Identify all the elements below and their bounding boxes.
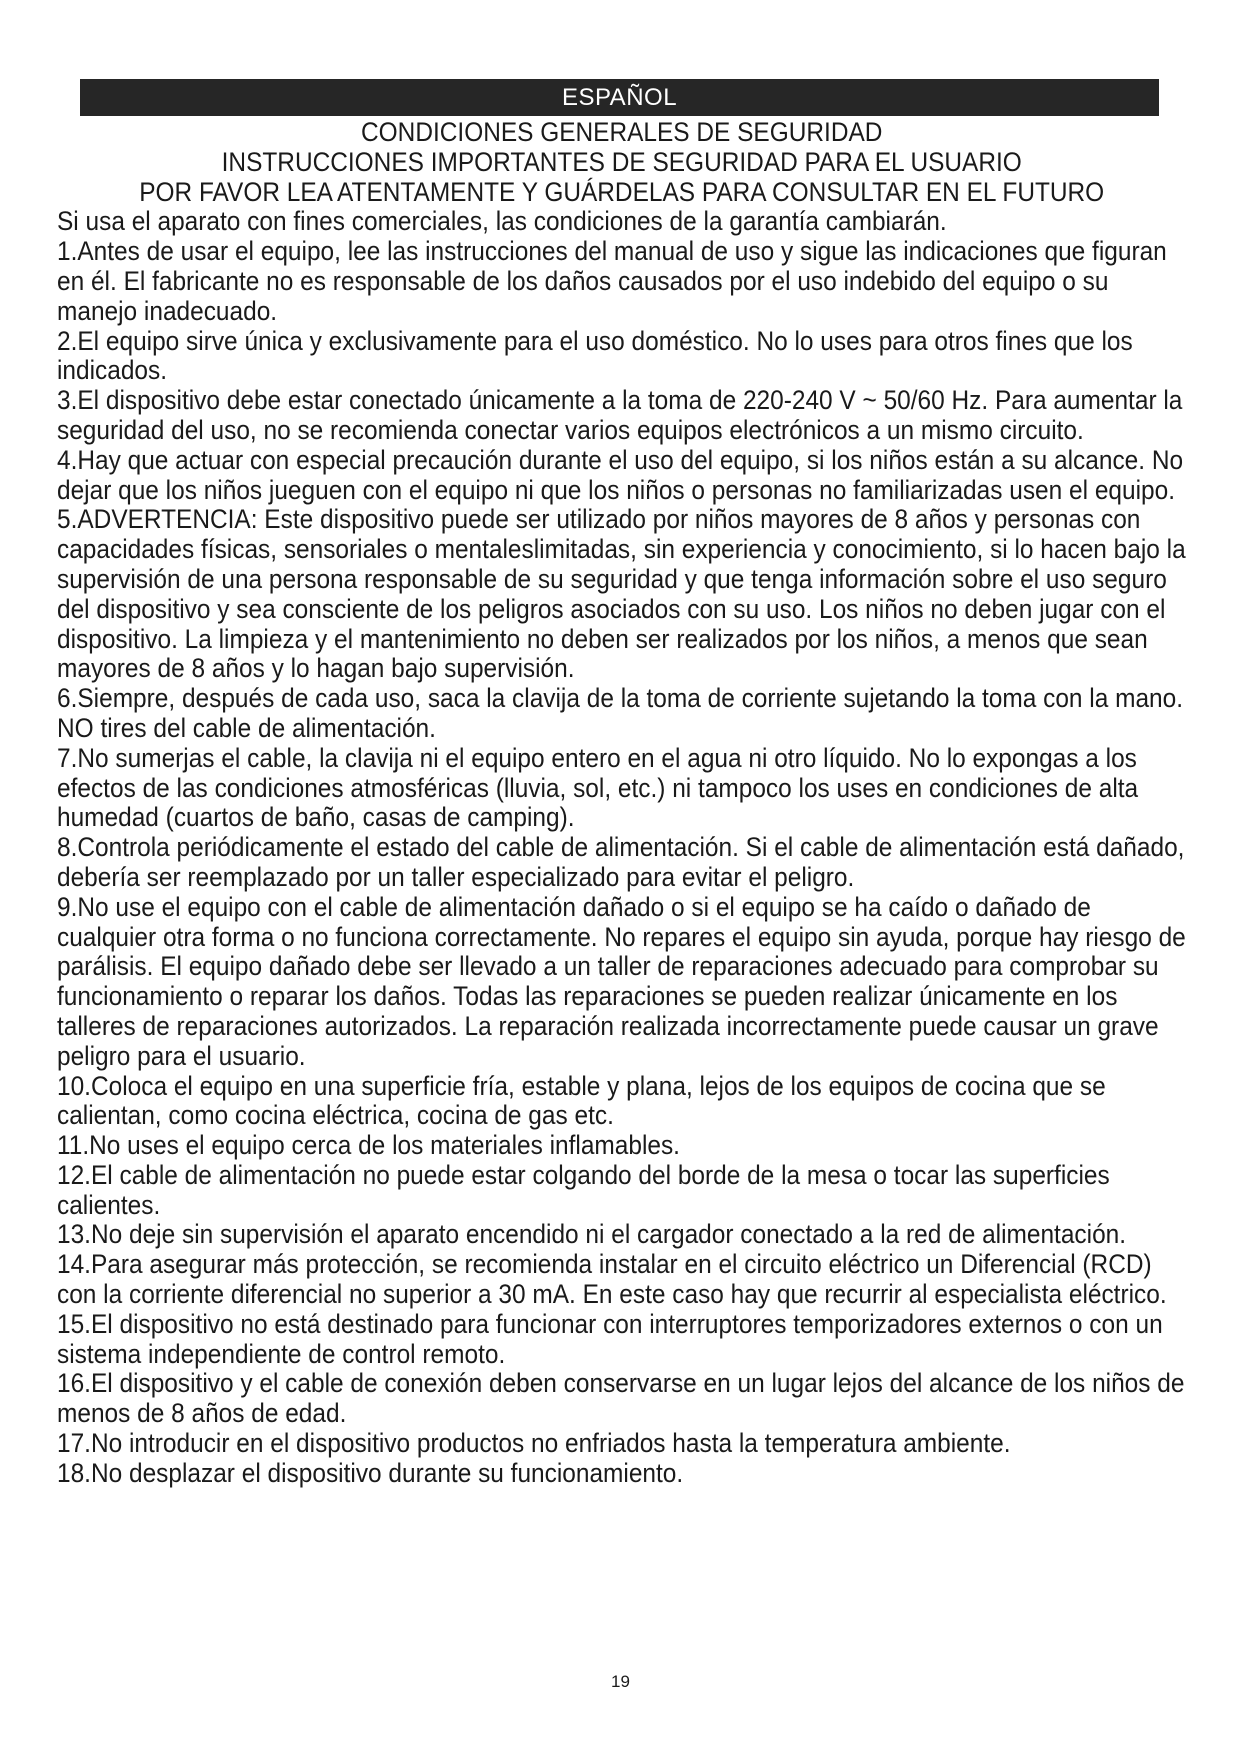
safety-item-4: 4.Hay que actuar con especial precaución durante el uso del equipo, si los niños están a su alcance. No dejar que los niños jueguen con el equipo ni que los niños o personas no familiarizadas usen el equipo. (57, 444, 1184, 505)
safety-item-17: 17.No introducir en el dispositivo productos no enfriados hasta la temperatura ambiente. (57, 1428, 1011, 1459)
language-label: ESPAÑOL (561, 84, 678, 111)
safety-item-3: 3.El dispositivo debe estar conectado únicamente a la toma de 220-240 V ~ 50/60 Hz. Para aumentar la seguridad del uso, no se recomienda conectar varios equipos electrónicos a un mismo circuito. (57, 385, 1183, 445)
safety-item-10: 10.Coloca el equipo en una superficie fría, estable y plana, lejos de los equipos de cocina que se calientan, como cocina eléctrica, cocina de gas etc. (57, 1070, 1106, 1131)
safety-item-5: 5.ADVERTENCIA: Este dispositivo puede ser utilizado por niños mayores de 8 años y personas con capacidades físicas, sensoriales o mentaleslimitadas, sin experiencia y conocimiento, si lo hacen bajo la supervisión de una persona responsable de su seguridad y que tenga información sobre el uso seguro del dispositivo y sea consciente de los peligros asociados con su uso. Los niños no deben jugar con el dispositivo. La limpieza y el mantenimiento no deben ser realizados por los niños, a menos que sean mayores de 8 años y lo hagan bajo supervisión. (57, 504, 1186, 684)
language-header-bar (80, 79, 1159, 116)
safety-item-9: 9.No use el equipo con el cable de alimentación dañado o si el equipo se ha caído o dañado de cualquier otra forma o no funciona correctamente. No repares el equipo sin ayuda, porque hay riesgo de parálisis. El equipo dañado debe ser llevado a un taller de reparaciones adecuado para comprobar su funcionamiento o reparar los daños. Todas las reparaciones se pueden realizar únicamente en los talleres de reparaciones autorizados. La reparación realizada incorrectamente puede causar un grave peligro para el usuario. (57, 891, 1186, 1071)
safety-item-11: 11.No uses el equipo cerca de los materiales inflamables. (57, 1130, 680, 1161)
intro-paragraph: Si usa el aparato con fines comerciales, las condiciones de la garantía cambiarán. (57, 206, 947, 237)
safety-item-14: 14.Para asegurar más protección, se recomienda instalar en el circuito eléctrico un Diferencial (RCD) con la corriente diferencial no superior a 30 mA. En este caso hay que recurrir al especialista eléctrico. (57, 1249, 1167, 1310)
safety-item-7: 7.No sumerjas el cable, la clavija ni el equipo entero en el agua ni otro líquido. No lo expongas a los efectos de las condiciones atmosféricas (lluvia, sol, etc.) ni tampoco los uses en condiciones de alta humedad (cuartos de baño, casas de camping). (57, 742, 1139, 833)
safety-item-1: 1.Antes de usar el equipo, lee las instrucciones del manual de uso y sigue las indicaciones que figuran en él. El fabricante no es responsable de los daños causados por el uso indebido del equipo o su manejo inadecuado. (57, 236, 1167, 326)
safety-item-2: 2.El equipo sirve única y exclusivamente para el uso doméstico. No lo uses para otros fines que los indicados. (57, 325, 1133, 386)
safety-item-15: 15.El dispositivo no está destinado para funcionar con interruptores temporizadores externos o con un sistema independiente de control remoto. (57, 1308, 1163, 1369)
page-number: 19 (611, 1672, 630, 1691)
safety-item-6: 6.Siempre, después de cada uso, saca la clavija de la toma de corriente sujetando la toma con la mano. NO tires del cable de alimentación. (57, 683, 1184, 743)
safety-item-16: 16.El dispositivo y el cable de conexión deben conservarse en un lugar lejos del alcance de los niños de menos de 8 años de edad. (57, 1368, 1185, 1429)
section-title: CONDICIONES GENERALES DE SEGURIDAD (361, 117, 883, 147)
safety-item-8: 8.Controla periódicamente el estado del cable de alimentación. Si el cable de alimentación está dañado, debería ser reemplazado por un taller especializado para evitar el peligro. (57, 832, 1185, 892)
safety-content (57, 118, 1186, 1489)
safety-item-12: 12.El cable de alimentación no puede estar colgando del borde de la mesa o tocar las superficies calientes. (57, 1159, 1110, 1220)
safety-item-13: 13.No deje sin supervisión el aparato encendido ni el cargador conectado a la red de alimentación. (57, 1219, 1127, 1250)
safety-item-18: 18.No desplazar el dispositivo durante su funcionamiento. (57, 1457, 684, 1488)
section-notice: POR FAVOR LEA ATENTAMENTE Y GUÁRDELAS PARA CONSULTAR EN EL FUTURO (139, 176, 1105, 207)
section-subtitle: INSTRUCCIONES IMPORTANTES DE SEGURIDAD PARA EL USUARIO (221, 146, 1022, 177)
